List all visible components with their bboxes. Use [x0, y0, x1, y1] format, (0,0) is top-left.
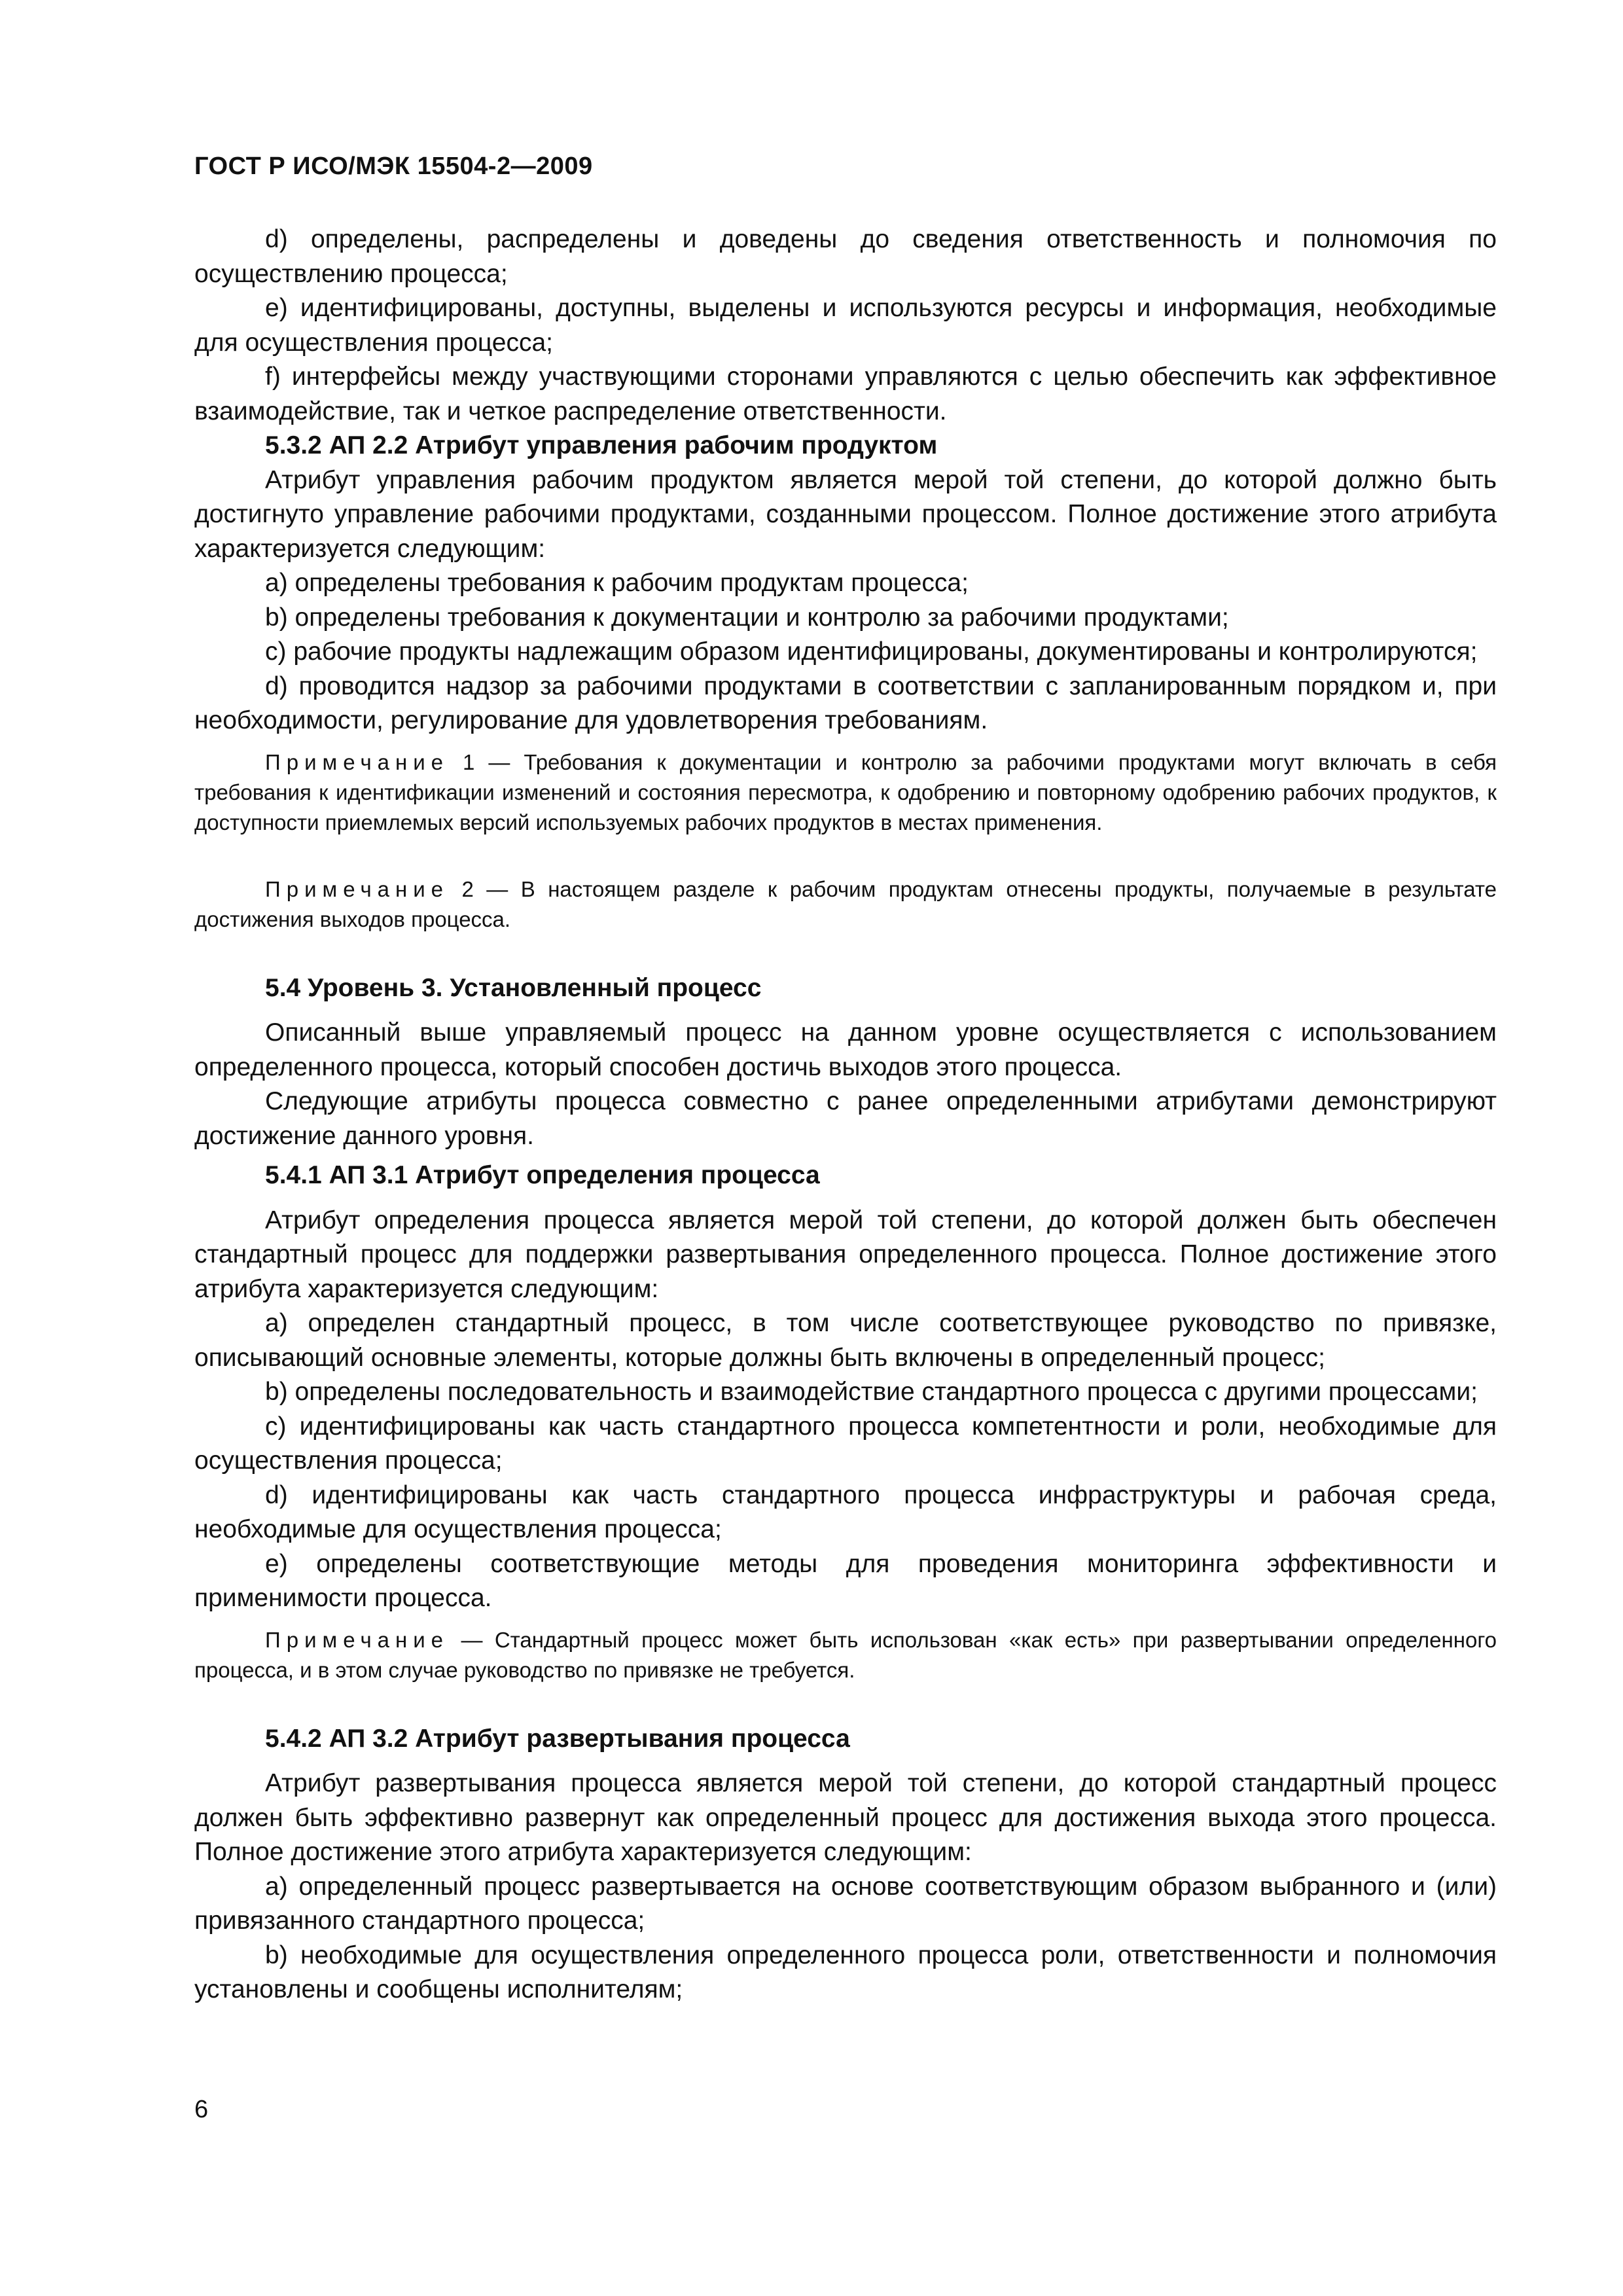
body-paragraph: Описанный выше управляемый процесс на данном уровне осуществляется с использованием определенного процесса, который способен достичь выходов этого процесса. [194, 1018, 1497, 1081]
subsection-heading: 5.4.1 АП 3.1 Атрибут определения процесса [265, 1161, 820, 1189]
body-paragraph: d) проводится надзор за рабочими продуктами в соответствии с запланированным порядком и, при необходимости, регулирование для удовлетворения требованиям. [194, 672, 1497, 734]
body-paragraph: b) определены последовательность и взаимодействие стандартного процесса с другими процессами; [265, 1378, 1478, 1406]
note-label: Примечание [265, 1627, 450, 1652]
document-body [194, 223, 1497, 2007]
note-paragraph [194, 1625, 1497, 1685]
body-paragraph: f) интерфейсы между участвующими сторонами управляются с целью обеспечить как эффективное взаимодействие, так и четкое распределение ответственности. [194, 363, 1497, 425]
section-heading: 5.4 Уровень 3. Установленный процесс [265, 973, 762, 1002]
body-paragraph: d) идентифицированы как часть стандартного процесса инфраструктуры и рабочая среда, необходимые для осуществления процесса; [194, 1480, 1497, 1543]
body-paragraph: b) необходимые для осуществления определенного процесса роли, ответственности и полномочия установлены и сообщены исполнителям; [194, 1941, 1497, 2003]
body-paragraph: d) определены, распределены и доведены до сведения ответственность и полномочия по осуществлению процесса; [194, 225, 1497, 288]
body-paragraph: c) рабочие продукты надлежащим образом идентифицированы, документированы и контролируются; [265, 637, 1478, 666]
page-number: 6 [194, 2096, 209, 2123]
note-label: Примечание [265, 876, 450, 901]
body-paragraph: c) идентифицированы как часть стандартного процесса компетентности и роли, необходимые для осуществления процесса; [194, 1412, 1497, 1475]
subsection-heading: 5.4.2 АП 3.2 Атрибут развертывания процесса [265, 1724, 850, 1753]
body-paragraph: a) определенный процесс развертывается на основе соответствующим образом выбранного и (или) привязанного стандартного процесса; [194, 1872, 1497, 1935]
body-paragraph: a) определены требования к рабочим продуктам процесса; [265, 569, 969, 597]
body-paragraph: e) идентифицированы, доступны, выделены и используются ресурсы и информация, необходимые для осуществления процесса; [194, 294, 1497, 357]
subsection-heading: 5.3.2 АП 2.2 Атрибут управления рабочим продуктом [265, 431, 938, 459]
note-paragraph [194, 874, 1497, 935]
body-paragraph: Атрибут определения процесса является мерой той степени, до которой должен быть обеспечен стандартный процесс для поддержки развертывания определенного процесса. Полное достижение этого атрибута характеризуется следующим: [194, 1206, 1497, 1303]
note-paragraph [194, 747, 1497, 838]
note-text: — Стандартный процесс может быть использован «как есть» при развертывании определенного процесса, и в этом случае руководство по привязке не требуется. [194, 1627, 1497, 1682]
body-paragraph: Атрибут управления рабочим продуктом является мерой той степени, до которой должно быть достигнуто управление рабочими продуктами, созданными процессом. Полное достижение этого атрибута характеризуется следующим: [194, 465, 1497, 563]
body-paragraph: Атрибут развертывания процесса является мерой той степени, до которой стандартный процесс должен быть эффективно развернут как определенный процесс для достижения выхода этого процесса. Полное достижение этого атрибута характеризуется следующим: [194, 1769, 1497, 1866]
body-paragraph: b) определены требования к документации и контролю за рабочими продуктами; [265, 603, 1229, 632]
body-paragraph: e) определены соответствующие методы для проведения мониторинга эффективности и применимости процесса. [194, 1549, 1497, 1612]
note-text: 1 — Требования к документации и контролю за рабочими продуктами могут включать в себя требования к идентификации изменений и состояния пересмотра, к одобрению и повторному одобрению рабочих продуктов, к доступности приемлемых версий используемых рабочих продуктов в местах применения. [194, 749, 1497, 834]
document-header: ГОСТ Р ИСО/МЭК 15504-2—2009 [194, 152, 593, 180]
body-paragraph: a) определен стандартный процесс, в том числе соответствующее руководство по привязке, описывающий основные элементы, которые должны быть включены в определенный процесс; [194, 1309, 1497, 1372]
note-text: 2 — В настоящем разделе к рабочим продуктам отнесены продукты, получаемые в результате достижения выходов процесса. [194, 876, 1497, 931]
note-label: Примечание [265, 749, 450, 774]
body-paragraph: Следующие атрибуты процесса совместно с ранее определенными атрибутами демонстрируют достижение данного уровня. [194, 1087, 1497, 1150]
